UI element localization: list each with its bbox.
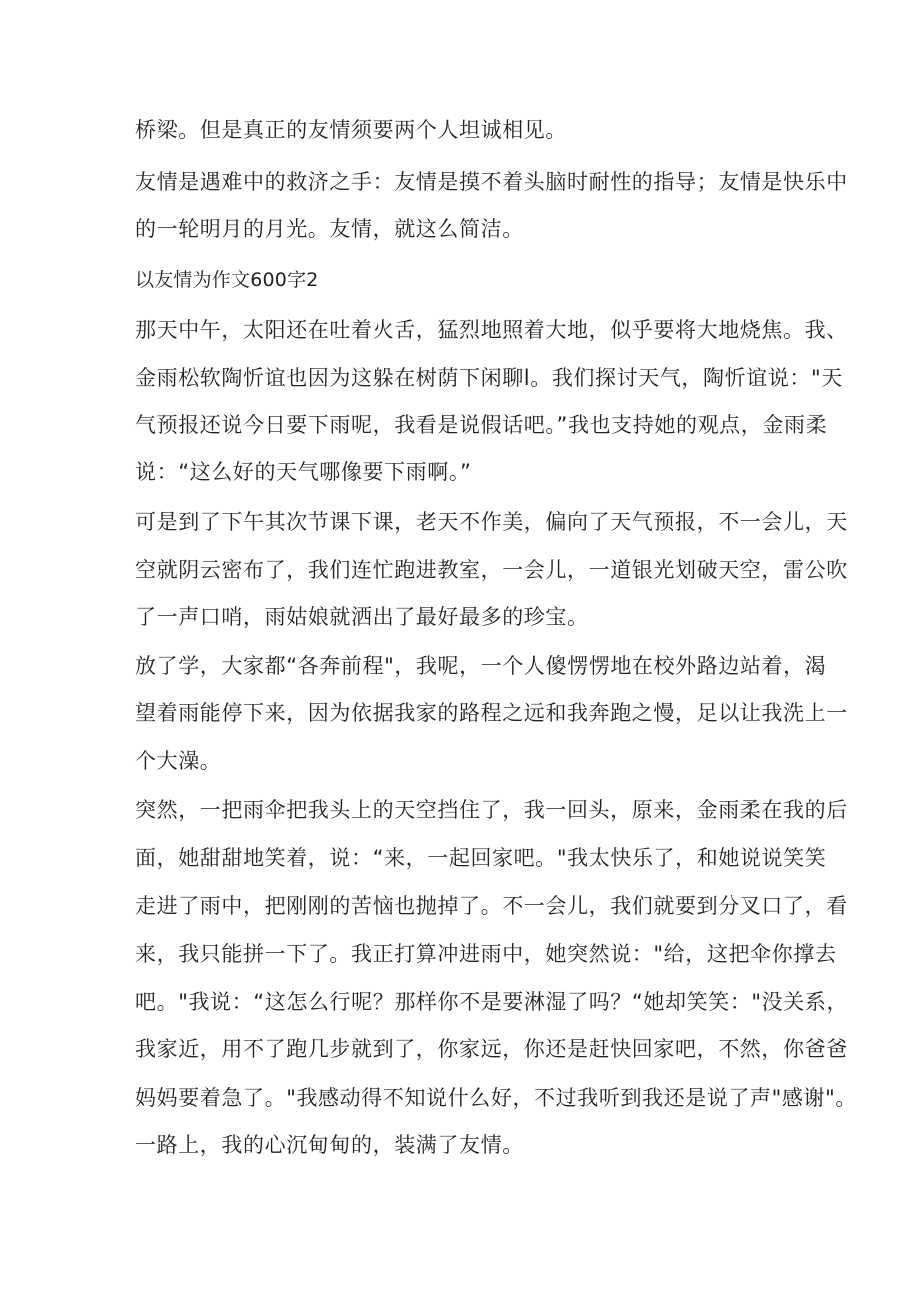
text-line: 空就阴云密布了，我们连忙跑进教室，一会儿，一道银光划破天空，雷公吹	[135, 558, 848, 582]
text-line: 面，她甜甜地笑着，说：“来，一起回家吧。"我太快乐了，和她说说笑笑	[135, 846, 827, 870]
text-line: 放了学，大家都“各奔前程"，我呢，一个人傻愣愣地在校外路边站着，渴	[135, 654, 827, 678]
text-line: 个大澡。	[135, 749, 222, 773]
text-line: 我家近，用不了跑几步就到了，你家远，你还是赶快回家吧，不然，你爸爸	[135, 1037, 848, 1061]
text-line: 那天中午，太阳还在吐着火舌，猛烈地照着大地，似乎要将大地烧焦。我、	[135, 318, 848, 342]
text-line: 望着雨能停下来，因为依据我家的路程之远和我奔跑之慢，足以让我洗上一	[135, 701, 848, 725]
text-line: 了一声口哨，雨姑娘就洒出了最好最多的珍宝。	[135, 605, 589, 629]
text-line: 的一轮明月的月光。友情，就这么简洁。	[135, 217, 524, 241]
text-line: 气预报还说今日要下雨呢，我看是说假话吧。”我也支持她的观点，金雨柔	[135, 413, 828, 437]
section-heading: 以友情为作文600字2	[135, 269, 319, 291]
text-line: 妈妈要着急了。"我感动得不知说什么好，不过我听到我还是说了声"感谢"。	[135, 1086, 857, 1110]
text-line: 友情是遇难中的救济之手：友情是摸不着头脑时耐性的指导；友情是快乐中	[135, 170, 848, 194]
text-line: 金雨松软陶忻谊也因为这躲在树荫下闲聊l。我们探讨天气，陶忻谊说："天	[135, 366, 843, 390]
text-line: 说：“这么好的天气哪像要下雨啊。”	[135, 460, 472, 484]
text-line: 桥梁。但是真正的友情须要两个人坦诚相见。	[135, 118, 567, 142]
text-line: 可是到了下午其次节课下课，老天不作美，偏向了天气预报，不一会儿，天	[135, 510, 848, 534]
text-line: 一路上，我的心沉甸甸的，装满了友情。	[135, 1133, 524, 1157]
text-line: 走进了雨中，把刚刚的苦恼也抛掉了。不一会儿，我们就要到分叉口了，看	[135, 894, 848, 918]
text-line: 突然，一把雨伞把我头上的天空挡住了，我一回头，原来，金雨柔在我的后	[135, 798, 848, 822]
text-line: 吧。"我说：“这怎么行呢？那样你不是要淋湿了吗？“她却笑笑："没关系，	[135, 990, 849, 1014]
text-line: 来，我只能拼一下了。我正打算冲进雨中，她突然说："给，这把伞你撑去	[135, 942, 837, 966]
